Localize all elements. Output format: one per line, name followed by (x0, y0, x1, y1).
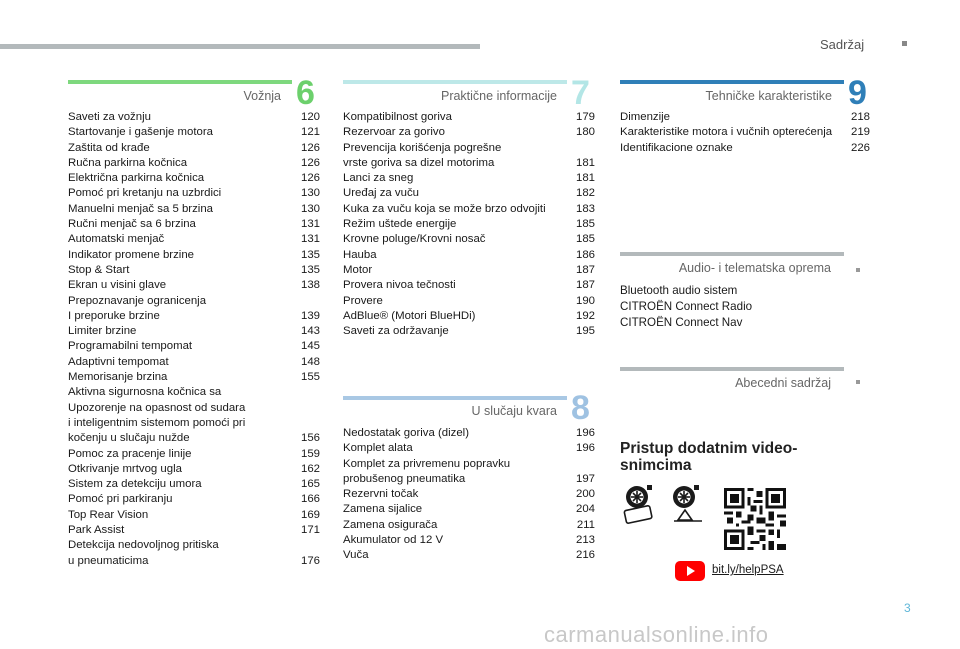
toc-entry-page: 135 (300, 248, 320, 261)
toc-entry-title: Kuka za vuču koja se može brzo odvojiti (343, 202, 546, 215)
toc-entry[interactable] (68, 248, 320, 263)
toc-entry[interactable] (343, 426, 595, 441)
toc-entry-title: Zamena sijalice (343, 503, 423, 516)
toc-entry-page: 219 (850, 126, 870, 139)
toc-entry-page: 190 (575, 294, 595, 307)
toc-entry-page: 204 (575, 503, 595, 516)
section-9-bar (620, 80, 844, 84)
toc-entry[interactable] (68, 339, 320, 354)
index-section-bar (620, 367, 844, 371)
toc-entry-page: 196 (575, 442, 595, 455)
toc-entry-title: Limiter brzine (68, 325, 137, 338)
toc-entry-title: Ekran u visini glave (68, 279, 167, 292)
toc-entry-page: 195 (575, 325, 595, 338)
header-dot-icon (902, 41, 907, 46)
toc-entry[interactable] (68, 447, 320, 462)
toc-entry[interactable] (343, 548, 595, 563)
toc-entry-title: Top Rear Vision (68, 508, 149, 521)
toc-entry[interactable] (68, 477, 320, 492)
toc-entry-title: Aktivna sigurnosna kočnica sa Upozorenje na opasnost od sudara i inteligentnim sistemom pomoći pri kočenju u slučaju nužde (68, 386, 246, 445)
toc-entry-title: AdBlue® (Motori BlueHDi) (343, 309, 476, 322)
toc-entry-page: 120 (300, 111, 320, 123)
toc-entry-page: 131 (300, 233, 320, 246)
toc-entry[interactable] (620, 110, 870, 125)
audio-item[interactable]: Bluetooth audio sistem (620, 284, 738, 297)
audio-item[interactable]: CITROËN Connect Radio (620, 300, 753, 313)
toc-entry[interactable] (68, 141, 320, 156)
toc-entry-title: Indikator promene brzine (68, 248, 194, 261)
toc-entry[interactable] (343, 502, 595, 517)
toc-entry-page: 135 (300, 263, 320, 276)
toc-entry-page: 226 (850, 141, 870, 154)
toc-entry[interactable] (68, 385, 320, 446)
toc-entry[interactable] (343, 278, 595, 293)
toc-entry[interactable] (343, 487, 595, 502)
toc-entry[interactable] (68, 186, 320, 201)
toc-entry-page: 196 (575, 427, 595, 439)
toc-entry[interactable] (343, 171, 595, 186)
toc-entry-page: 169 (300, 508, 320, 521)
toc-entry-page: 181 (575, 156, 595, 169)
section-6-number: 6 (296, 74, 315, 112)
toc-entry-title: Saveti za održavanje (343, 325, 449, 338)
toc-entry[interactable] (68, 110, 320, 125)
toc-entry-title: Komplet alata (343, 442, 413, 455)
toc-entry-page: 165 (300, 478, 320, 491)
qr-code-icon[interactable] (724, 488, 786, 550)
index-section-title[interactable]: Abecedni sadržaj (735, 376, 831, 390)
toc-entry-page: 185 (575, 233, 595, 246)
toc-entry-page: 171 (300, 524, 320, 537)
toc-entry[interactable] (68, 492, 320, 507)
toc-entry[interactable] (343, 232, 595, 247)
toc-entry[interactable] (343, 263, 595, 278)
toc-entry[interactable] (343, 141, 595, 172)
toc-entry[interactable] (68, 462, 320, 477)
toc-entry-title: Pomoć pri kretanju na uzbrdici (68, 187, 222, 200)
toc-entry[interactable] (343, 457, 595, 488)
toc-entry[interactable] (343, 110, 595, 125)
watermark: carmanualsonline.info (544, 622, 769, 647)
toc-entry-title: Startovanje i gašenje motora (68, 126, 213, 139)
toc-entry-page: 162 (300, 462, 320, 475)
section-8-number: 8 (571, 389, 590, 427)
toc-entry[interactable] (343, 518, 595, 533)
youtube-icon[interactable] (675, 561, 705, 581)
toc-entry-title: Vuča (343, 549, 369, 562)
toc-entry[interactable] (343, 186, 595, 201)
toc-entry[interactable] (343, 294, 595, 309)
toc-entry-title: Stop & Start (68, 263, 130, 276)
toc-entry-title: Identifikacione oznake (620, 141, 733, 154)
toc-entry-title: Zamena osigurača (343, 518, 438, 531)
toc-entry-title: Programabilni tempomat (68, 340, 193, 353)
toc-entry-title: Rezervni točak (343, 488, 419, 501)
toc-entry[interactable] (68, 232, 320, 247)
toc-entry[interactable] (68, 202, 320, 217)
audio-item[interactable]: CITROËN Connect Nav (620, 316, 743, 329)
toc-entry-title: Zaštita od krađe (68, 141, 150, 154)
toc-entry-title: Dimenzije (620, 111, 671, 123)
toc-entry-title: Automatski menjač (68, 233, 165, 246)
toc-entry-page: 126 (300, 141, 320, 154)
section-8-list (343, 426, 595, 564)
toc-entry-title: Uređaj za vuču (343, 187, 419, 200)
page-number: 3 (904, 601, 911, 615)
toc-entry-page: 186 (575, 248, 595, 261)
toc-entry-title: Pomoc za pracenje linije (68, 447, 192, 460)
toc-entry-title: Rezervoar za gorivo (343, 126, 445, 139)
toc-entry-page: 130 (300, 202, 320, 215)
toc-entry-page: 145 (300, 340, 320, 353)
toc-entry-title: Prevencija korišćenja pogrešne vrste goriva sa dizel motorima (343, 141, 502, 169)
toc-entry[interactable] (343, 441, 595, 456)
toc-entry-page: 131 (300, 218, 320, 231)
toc-entry-title: Prepoznavanje ogranicenja I preporuke brzine (68, 294, 207, 322)
toc-entry-page: 156 (300, 432, 320, 445)
toc-entry[interactable] (343, 202, 595, 217)
toc-entry-page: 148 (300, 355, 320, 368)
toc-entry-page: 216 (575, 549, 595, 562)
toc-entry[interactable] (68, 278, 320, 293)
section-9-title[interactable]: Tehničke karakteristike (705, 89, 832, 103)
toc-entry-title: Komplet za privremenu popravku probušenog pneumatika (343, 457, 511, 485)
toc-entry-title: Lanci za sneg (343, 172, 414, 185)
toc-entry-page: 126 (300, 172, 320, 185)
toc-entry-title: Nedostatak goriva (dizel) (343, 427, 469, 439)
toc-entry-page: 187 (575, 279, 595, 292)
toc-entry[interactable] (68, 538, 320, 569)
toc-entry-page: 138 (300, 279, 320, 292)
section-8-title[interactable]: U slučaju kvara (471, 404, 557, 418)
toc-entry[interactable] (68, 156, 320, 171)
help-video-link[interactable]: bit.ly/helpPSA (712, 564, 784, 576)
toc-entry-title: Memorisanje brzina (68, 371, 168, 384)
toc-entry[interactable] (68, 125, 320, 140)
toc-entry-title: Otkrivanje mrtvog ugla (68, 462, 182, 475)
toc-entry-title: Kompatibilnost goriva (343, 111, 452, 123)
toc-entry[interactable] (343, 533, 595, 548)
toc-entry-page: 126 (300, 156, 320, 169)
section-8-bar (343, 396, 567, 400)
toc-entry-page: 130 (300, 187, 320, 200)
toc-entry-title: Motor (343, 263, 373, 276)
toc-entry[interactable] (68, 523, 320, 538)
toc-entry-title: Provera nivoa tečnosti (343, 279, 456, 292)
section-7-list (343, 110, 595, 339)
toc-entry-page: 182 (575, 187, 595, 200)
toc-entry[interactable] (620, 141, 870, 156)
toc-entry-page: 179 (575, 111, 595, 123)
audio-section-bar (620, 252, 844, 256)
toc-entry-page: 192 (575, 309, 595, 322)
toc-entry[interactable] (68, 294, 320, 325)
toc-entry-title: Krovne poluge/Krovni nosač (343, 233, 486, 246)
section-9-number: 9 (848, 74, 867, 112)
toc-entry-page: 155 (300, 371, 320, 384)
toc-entry-title: Manuelni menjač sa 5 brzina (68, 202, 213, 215)
toc-entry-page: 159 (300, 447, 320, 460)
section-6-title[interactable]: Vožnja (243, 89, 281, 103)
toc-entry[interactable] (68, 217, 320, 232)
toc-entry-page: 180 (575, 126, 595, 139)
toc-entry-title: Sistem za detekciju umora (68, 478, 202, 491)
toc-entry[interactable] (68, 324, 320, 339)
index-dot-icon (856, 380, 860, 384)
toc-entry[interactable] (68, 508, 320, 523)
video-access-title: Pristup dodatnim video- snimcima (620, 440, 798, 474)
toc-entry[interactable] (68, 355, 320, 370)
toc-entry-page: 213 (575, 534, 595, 547)
toc-entry-page: 143 (300, 325, 320, 338)
toc-entry-title: Ručni menjač sa 6 brzina (68, 218, 196, 231)
audio-dot-icon (856, 268, 860, 272)
toc-entry[interactable] (343, 248, 595, 263)
top-progress-bar (0, 44, 480, 49)
audio-list (620, 283, 850, 331)
toc-entry-page: 185 (575, 218, 595, 231)
toc-entry-title: Ručna parkirna kočnica (68, 156, 188, 169)
toc-entry-title: Park Assist (68, 524, 125, 537)
toc-entry-page: 139 (300, 309, 320, 322)
toc-entry[interactable] (343, 309, 595, 324)
toc-entry-page: 200 (575, 488, 595, 501)
toc-entry-title: Hauba (343, 248, 377, 261)
toc-entry-page: 211 (576, 518, 595, 531)
jack-tyre-icon (668, 484, 708, 524)
toc-entry[interactable] (68, 370, 320, 385)
toc-entry-title: Električna parkirna kočnica (68, 172, 205, 185)
toc-entry-title: Režim uštede energije (343, 218, 457, 231)
toc-entry[interactable] (343, 125, 595, 140)
toc-entry-title: Pomoć pri parkiranju (68, 493, 173, 506)
toc-entry-title: Karakteristike motora i vučnih opterećenja (620, 126, 833, 139)
section-7-bar (343, 80, 567, 84)
section-6-bar (68, 80, 292, 84)
toc-entry[interactable] (68, 263, 320, 278)
toc-entry-page: 121 (300, 126, 320, 139)
toc-entry-title: Provere (343, 294, 383, 307)
toc-entry-page: 187 (575, 263, 595, 276)
toc-entry-title: Akumulator od 12 V (343, 534, 444, 547)
section-6-list (68, 110, 320, 569)
toc-entry-page: 166 (300, 493, 320, 506)
toc-entry-page: 183 (575, 202, 595, 215)
toc-entry-page: 197 (575, 472, 595, 485)
tablet-tyre-icon (621, 484, 661, 524)
toc-entry-title: Adaptivni tempomat (68, 355, 169, 368)
toc-entry-page: 218 (850, 111, 870, 123)
toc-entry-page: 176 (300, 554, 320, 567)
toc-entry-title: Detekcija nedovoljnog pritiska u pneumaticima (68, 539, 219, 567)
section-9-list (620, 110, 870, 156)
toc-entry[interactable] (620, 125, 870, 140)
toc-entry[interactable] (68, 171, 320, 186)
toc-entry-title: Saveti za vožnju (68, 111, 151, 123)
toc-entry-page: 181 (575, 172, 595, 185)
toc-entry[interactable] (343, 217, 595, 232)
section-7-number: 7 (571, 74, 590, 112)
audio-section-title[interactable]: Audio- i telematska oprema (678, 261, 831, 275)
toc-entry[interactable] (343, 324, 595, 339)
section-7-title[interactable]: Praktične informacije (440, 89, 557, 103)
page-header-title: Sadržaj (820, 37, 865, 52)
